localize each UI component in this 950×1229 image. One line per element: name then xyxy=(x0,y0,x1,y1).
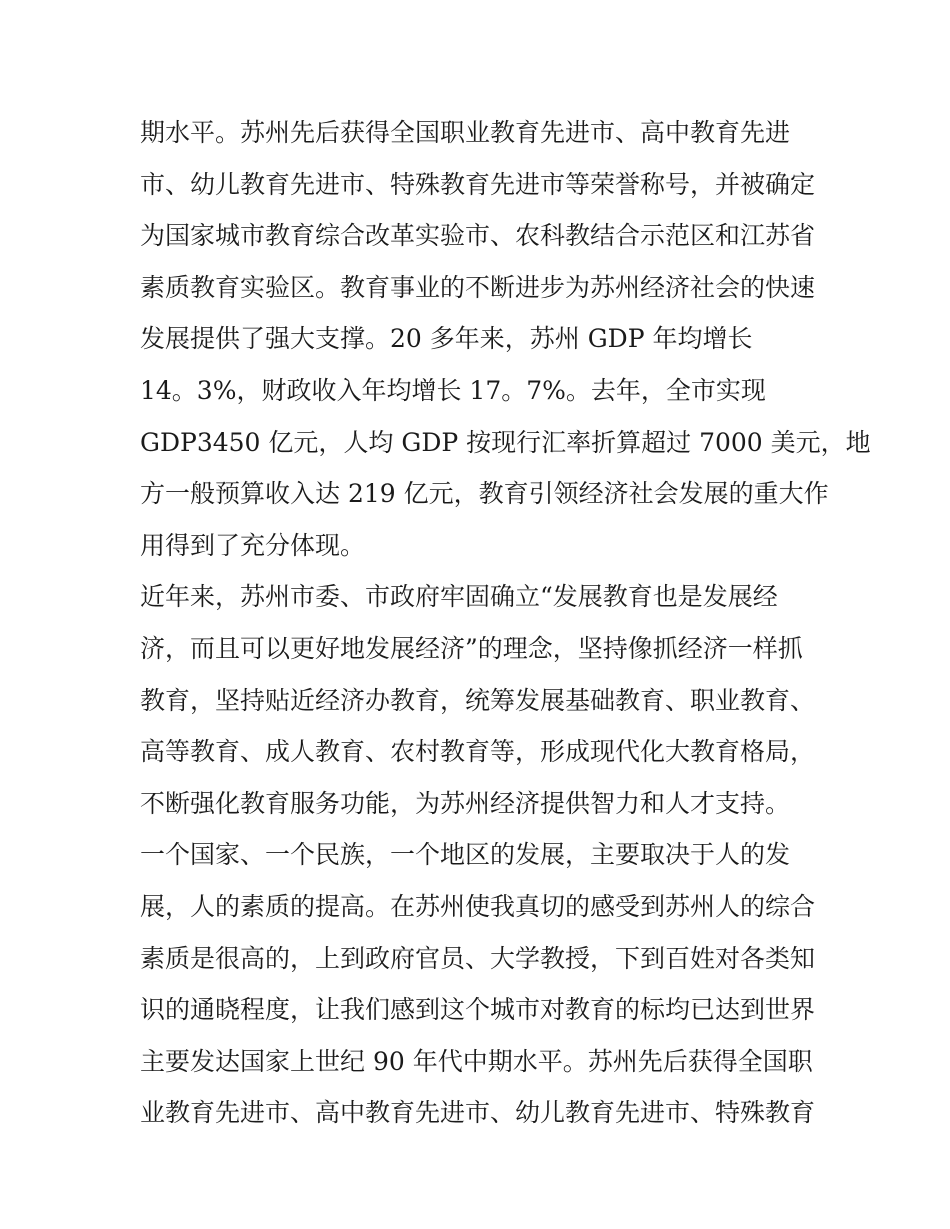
text-line: 素质是很高的，上到政府官员、大学教授，下到百姓对各类知 xyxy=(140,943,816,973)
document-body xyxy=(140,107,871,1139)
text-line: 为国家城市教育综合改革实验市、农科教结合示范区和江苏省 xyxy=(140,221,816,251)
text-line: 期水平。苏州先后获得全国职业教育先进市、高中教育先进 xyxy=(140,118,791,147)
text-line: 市、幼儿教育先进市、特殊教育先进市等荣誉称号，并被确定 xyxy=(140,169,816,199)
text-line: 14。3%，财政收入年均增长 17。7%。去年，全市实现 xyxy=(140,375,766,405)
text-line: 用得到了充分体现。 xyxy=(140,530,366,560)
text-line: 识的通晓程度，让我们感到这个城市对教育的标均已达到世界 xyxy=(140,995,816,1025)
text-line: 方一般预算收入达 219 亿元，教育引领经济社会发展的重大作 xyxy=(140,479,829,509)
text-line: 发展提供了强大支撑。20 多年来，苏州 GDP 年均增长 xyxy=(140,324,753,354)
text-line: GDP3450 亿元，人均 GDP 按现行汇率折算超过 7000 美元，地 xyxy=(140,427,871,457)
text-line: 济，而且可以更好地发展经济”的理念，坚持像抓经济一样抓 xyxy=(140,633,803,663)
text-line: 高等教育、成人教育、农村教育等，形成现代化大教育格局， xyxy=(140,737,816,767)
text-line: 教育，坚持贴近经济办教育，统筹发展基础教育、职业教育、 xyxy=(140,685,816,715)
text-line: 主要发达国家上世纪 90 年代中期水平。苏州先后获得全国职 xyxy=(140,1046,813,1076)
text-line: 业教育先进市、高中教育先进市、幼儿教育先进市、特殊教育 xyxy=(140,1098,816,1128)
text-line: 展，人的素质的提高。在苏州使我真切的感受到苏州人的综合 xyxy=(140,891,816,921)
text-line: 素质教育实验区。教育事业的不断进步为苏州经济社会的快速 xyxy=(140,272,816,302)
text-line: 一个国家、一个民族，一个地区的发展，主要取决于人的发 xyxy=(140,840,791,870)
text-line: 近年来，苏州市委、市政府牢固确立“发展教育也是发展经 xyxy=(140,582,778,612)
text-line: 不断强化教育服务功能，为苏州经济提供智力和人才支持。 xyxy=(140,788,791,818)
